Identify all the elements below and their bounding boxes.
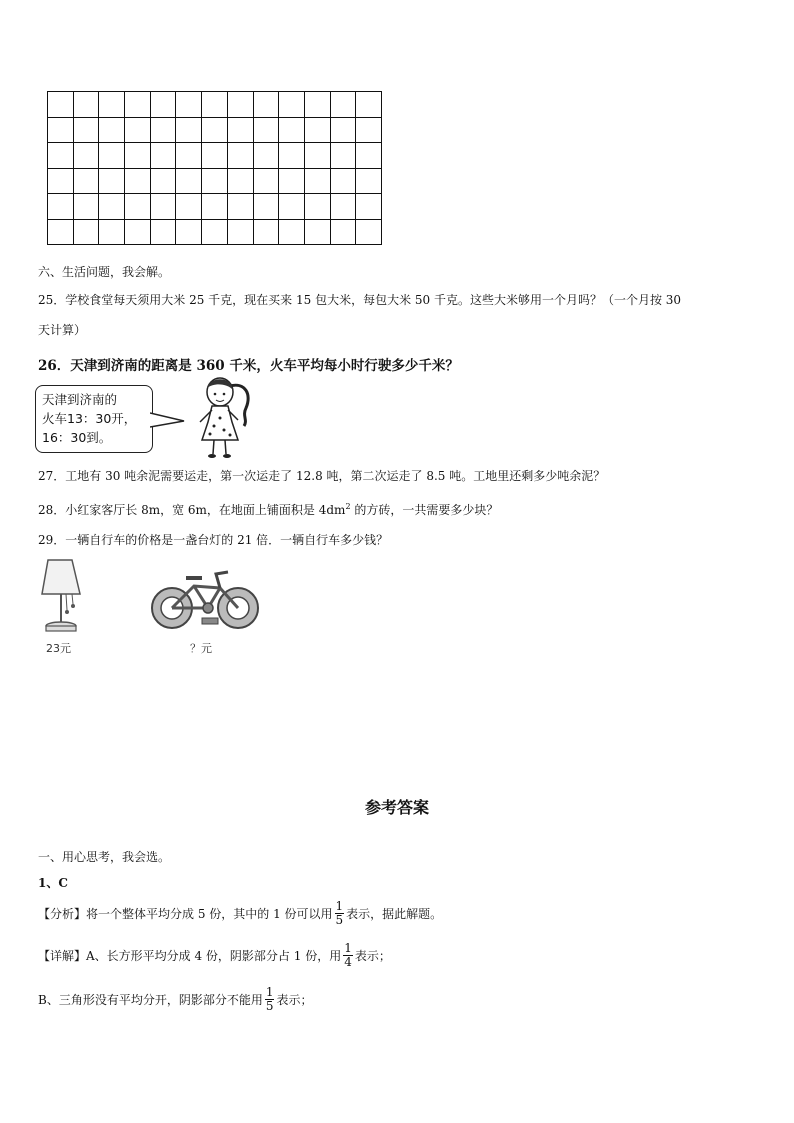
grid-cell: [304, 168, 330, 194]
grid-cell: [356, 117, 382, 143]
grid-cell: [125, 117, 151, 143]
grid-cell: [150, 92, 176, 118]
grid-cell: [125, 219, 151, 245]
grid-cell: [125, 92, 151, 118]
lamp-price: 23元: [46, 642, 71, 655]
question-28-text-a: 28．小红家客厅长 8m，宽 6m，在地面上铺面积是 4dm: [38, 503, 346, 517]
bike-price: ？元: [190, 642, 212, 655]
grid-cell: [176, 219, 202, 245]
grid-cell: [150, 219, 176, 245]
grid-cell: [356, 143, 382, 169]
option-b-line: [38, 986, 312, 1013]
answer-grid: [47, 91, 382, 245]
bubble-line-2: 火车13：30开，: [42, 411, 137, 426]
bubble-tail: [150, 405, 190, 435]
grid-cell: [150, 194, 176, 220]
question-28-superscript: 2: [345, 502, 351, 511]
grid-cell: [48, 168, 74, 194]
grid-cell: [279, 194, 305, 220]
detail-text-b: 表示；: [354, 948, 391, 963]
grid-cell: [125, 143, 151, 169]
grid-cell: [253, 168, 279, 194]
bubble-line-3: 16：30到。: [42, 430, 112, 445]
grid-cell: [356, 219, 382, 245]
grid-cell: [330, 92, 356, 118]
lamp-icon: [38, 556, 88, 638]
grid-cell: [99, 219, 125, 245]
grid-cell: [253, 194, 279, 220]
grid-cell: [227, 168, 253, 194]
fraction-numerator: 1: [265, 985, 274, 999]
grid-cell: [176, 143, 202, 169]
answers-section-1: 一、用心思考，我会选。: [38, 850, 171, 864]
grid-cell: [176, 92, 202, 118]
grid-cell: [73, 117, 99, 143]
grid-cell: [125, 194, 151, 220]
question-25-line1: 25．学校食堂每天须用大米 25 千克，现在买来 15 包大米，每包大米 50 千克。这些大米够用一个月吗？（一个月按 30: [38, 293, 682, 307]
grid-cell: [48, 219, 74, 245]
bicycle-icon: [148, 566, 262, 638]
grid-cell: [356, 92, 382, 118]
girl-illustration: [190, 374, 260, 460]
detail-line: [38, 942, 391, 969]
grid-cell: [330, 117, 356, 143]
question-28-text-b: 的方砖，一共需要多少块？: [350, 503, 499, 517]
grid-cell: [304, 143, 330, 169]
grid-cell: [48, 143, 74, 169]
grid-cell: [253, 117, 279, 143]
option-b-text-b: 表示；: [276, 992, 313, 1007]
grid-cell: [73, 194, 99, 220]
question-26: 26．天津到济南的距离是 360 千米，火车平均每小时行驶多少千米？: [38, 358, 459, 374]
answer-1: 1、C: [38, 876, 68, 890]
question-27: 27．工地有 30 吨余泥需要运走，第一次运走了 12.8 吨，第二次运走了 8.5 吨。工地里还剩多少吨余泥？: [38, 469, 606, 483]
grid-cell: [304, 194, 330, 220]
grid-cell: [202, 194, 228, 220]
fraction-denominator: 4: [344, 955, 352, 969]
grid-cell: [48, 92, 74, 118]
grid-cell: [150, 168, 176, 194]
grid-cell: [176, 117, 202, 143]
grid-cell: [73, 219, 99, 245]
analysis-text-a: 【分析】将一个整体平均分成 5 份，其中的 1 份可以用: [38, 906, 333, 921]
question-29: 29．一辆自行车的价格是一盏台灯的 21 倍．一辆自行车多少钱？: [38, 533, 389, 547]
grid-cell: [253, 219, 279, 245]
grid-cell: [304, 219, 330, 245]
grid-cell: [304, 117, 330, 143]
grid-cell: [99, 143, 125, 169]
analysis-line: [38, 900, 442, 927]
detail-text-a: 【详解】A、长方形平均分成 4 份，阴影部分占 1 份，用: [38, 948, 342, 963]
fraction-one-fifth: [335, 900, 345, 927]
grid-cell: [73, 168, 99, 194]
grid-cell: [73, 143, 99, 169]
grid-cell: [253, 92, 279, 118]
grid-cell: [227, 143, 253, 169]
grid-cell: [227, 92, 253, 118]
grid-cell: [279, 143, 305, 169]
grid-cell: [176, 168, 202, 194]
fraction-denominator: 5: [335, 913, 344, 927]
section-title: 六、生活问题，我会解。: [38, 265, 171, 279]
grid-cell: [73, 92, 99, 118]
grid-cell: [279, 168, 305, 194]
question-25-line2: 天计算）: [38, 323, 87, 337]
fraction-numerator: 1: [335, 899, 344, 913]
grid-cell: [227, 194, 253, 220]
bubble-line-1: 天津到济南的: [42, 392, 118, 407]
grid-cell: [356, 194, 382, 220]
grid-cell: [279, 92, 305, 118]
grid-cell: [202, 117, 228, 143]
fraction-denominator: 5: [265, 999, 274, 1013]
speech-bubble: [35, 385, 153, 453]
grid-cell: [202, 143, 228, 169]
grid-cell: [48, 194, 74, 220]
grid-cell: [227, 117, 253, 143]
grid-cell: [99, 168, 125, 194]
grid-cell: [304, 92, 330, 118]
grid-cell: [253, 143, 279, 169]
grid-cell: [330, 143, 356, 169]
grid-cell: [279, 219, 305, 245]
grid-cell: [202, 168, 228, 194]
grid-cell: [99, 117, 125, 143]
grid-cell: [48, 117, 74, 143]
grid-cell: [99, 92, 125, 118]
grid-cell: [150, 117, 176, 143]
grid-cell: [125, 168, 151, 194]
grid-cell: [99, 194, 125, 220]
question-28: [38, 499, 498, 518]
grid-cell: [150, 143, 176, 169]
fraction-one-fifth-b: [265, 986, 275, 1013]
fraction-one-fourth: [343, 942, 353, 969]
grid-cell: [202, 219, 228, 245]
grid-cell: [202, 92, 228, 118]
grid-cell: [330, 219, 356, 245]
grid-cell: [356, 168, 382, 194]
fraction-numerator: 1: [344, 941, 352, 955]
analysis-text-b: 表示，据此解题。: [346, 906, 443, 921]
option-b-text-a: B、三角形没有平均分开，阴影部分不能用: [38, 992, 263, 1007]
grid-cell: [330, 194, 356, 220]
grid-cell: [227, 219, 253, 245]
grid-cell: [176, 194, 202, 220]
grid-cell: [330, 168, 356, 194]
answers-heading: 参考答案: [364, 798, 429, 817]
grid-cell: [279, 117, 305, 143]
